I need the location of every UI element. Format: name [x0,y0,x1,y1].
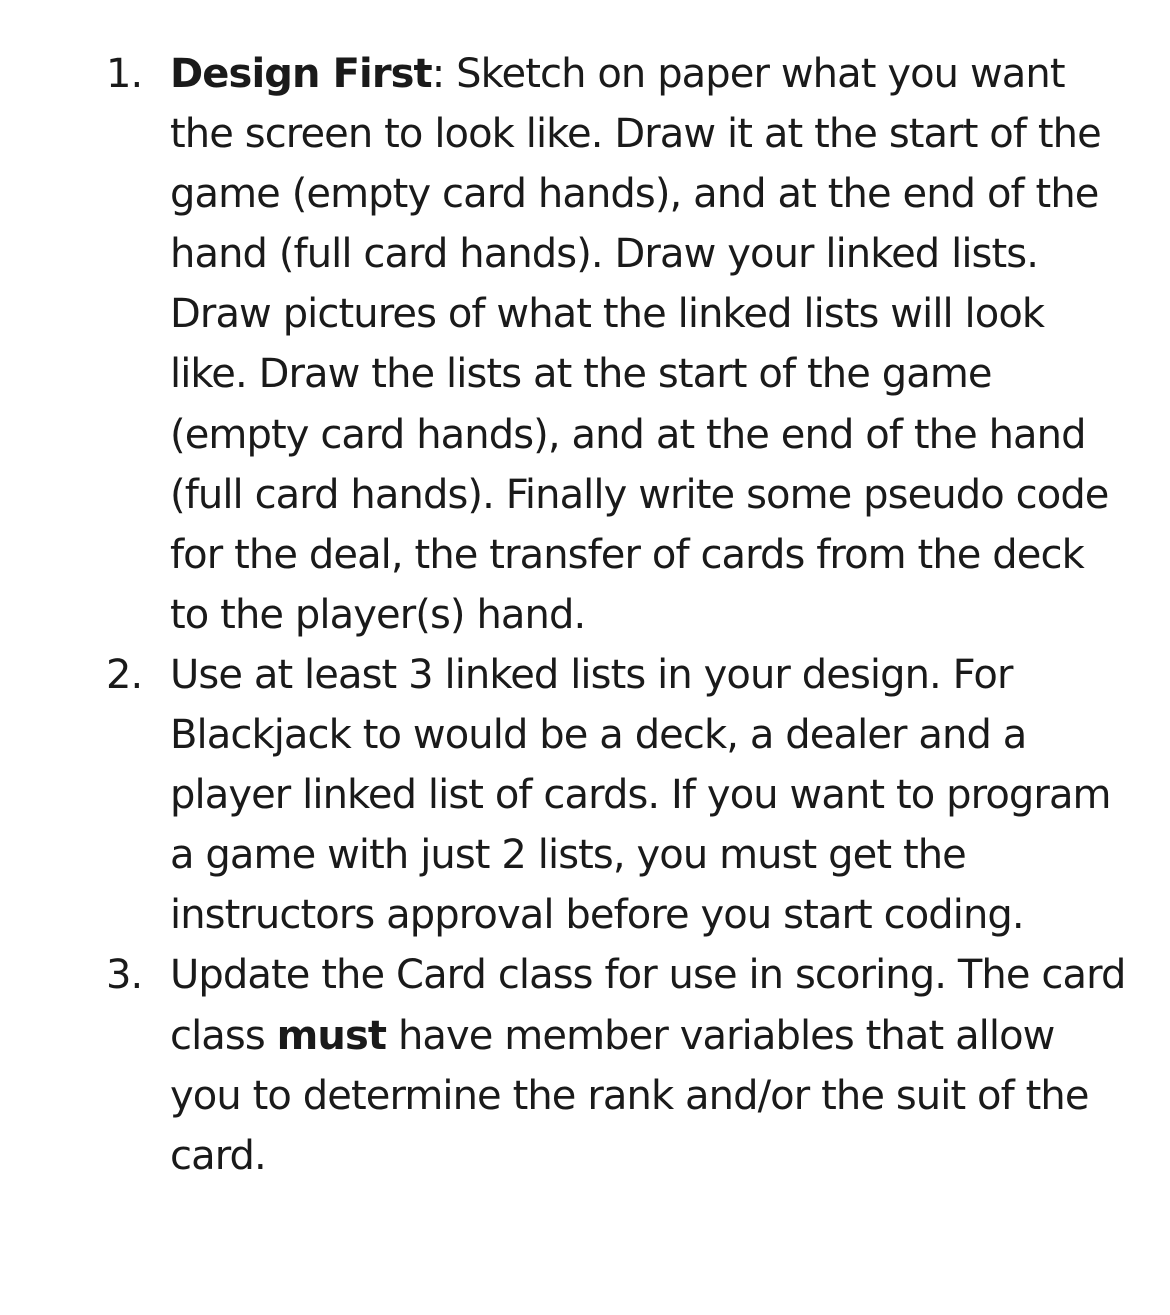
item-text: Use at least 3 linked lists in your design. For Blackjack to would be a deck, a dealer and a player linked list of cards. If you want to program a game with just 2 lists, you must get the instructors approval before you start coding. [170,651,1111,939]
item-text: : Sketch on paper what you want the screen to look like. Draw it at the start of the game (empty card hands), and at the end of the hand (full card hands). Draw your linked lists. Draw pictures of what the linked lists will look like. Draw the lists at the start of the game (empty card hands), and at the end of the hand (full card hands). Finally write some pseudo code for the deal, the transfer of cards from the deck to the player(s) hand. [170,51,1109,638]
item-text: have member variables that allow you to determine the rank and/or the suit of the card. [170,1012,1089,1179]
list-number: 3. [106,952,143,999]
item-heading: Design First [170,51,432,97]
list-item [0,645,1170,945]
item-text: Update the Card class for use in scoring. The card class [170,952,1126,1059]
list-item [0,945,1170,1185]
list-number: 1. [106,51,143,97]
instruction-list [0,44,1170,1186]
emphasis-text: must [276,1012,387,1059]
list-item [0,44,1170,645]
list-number: 2. [106,651,143,698]
